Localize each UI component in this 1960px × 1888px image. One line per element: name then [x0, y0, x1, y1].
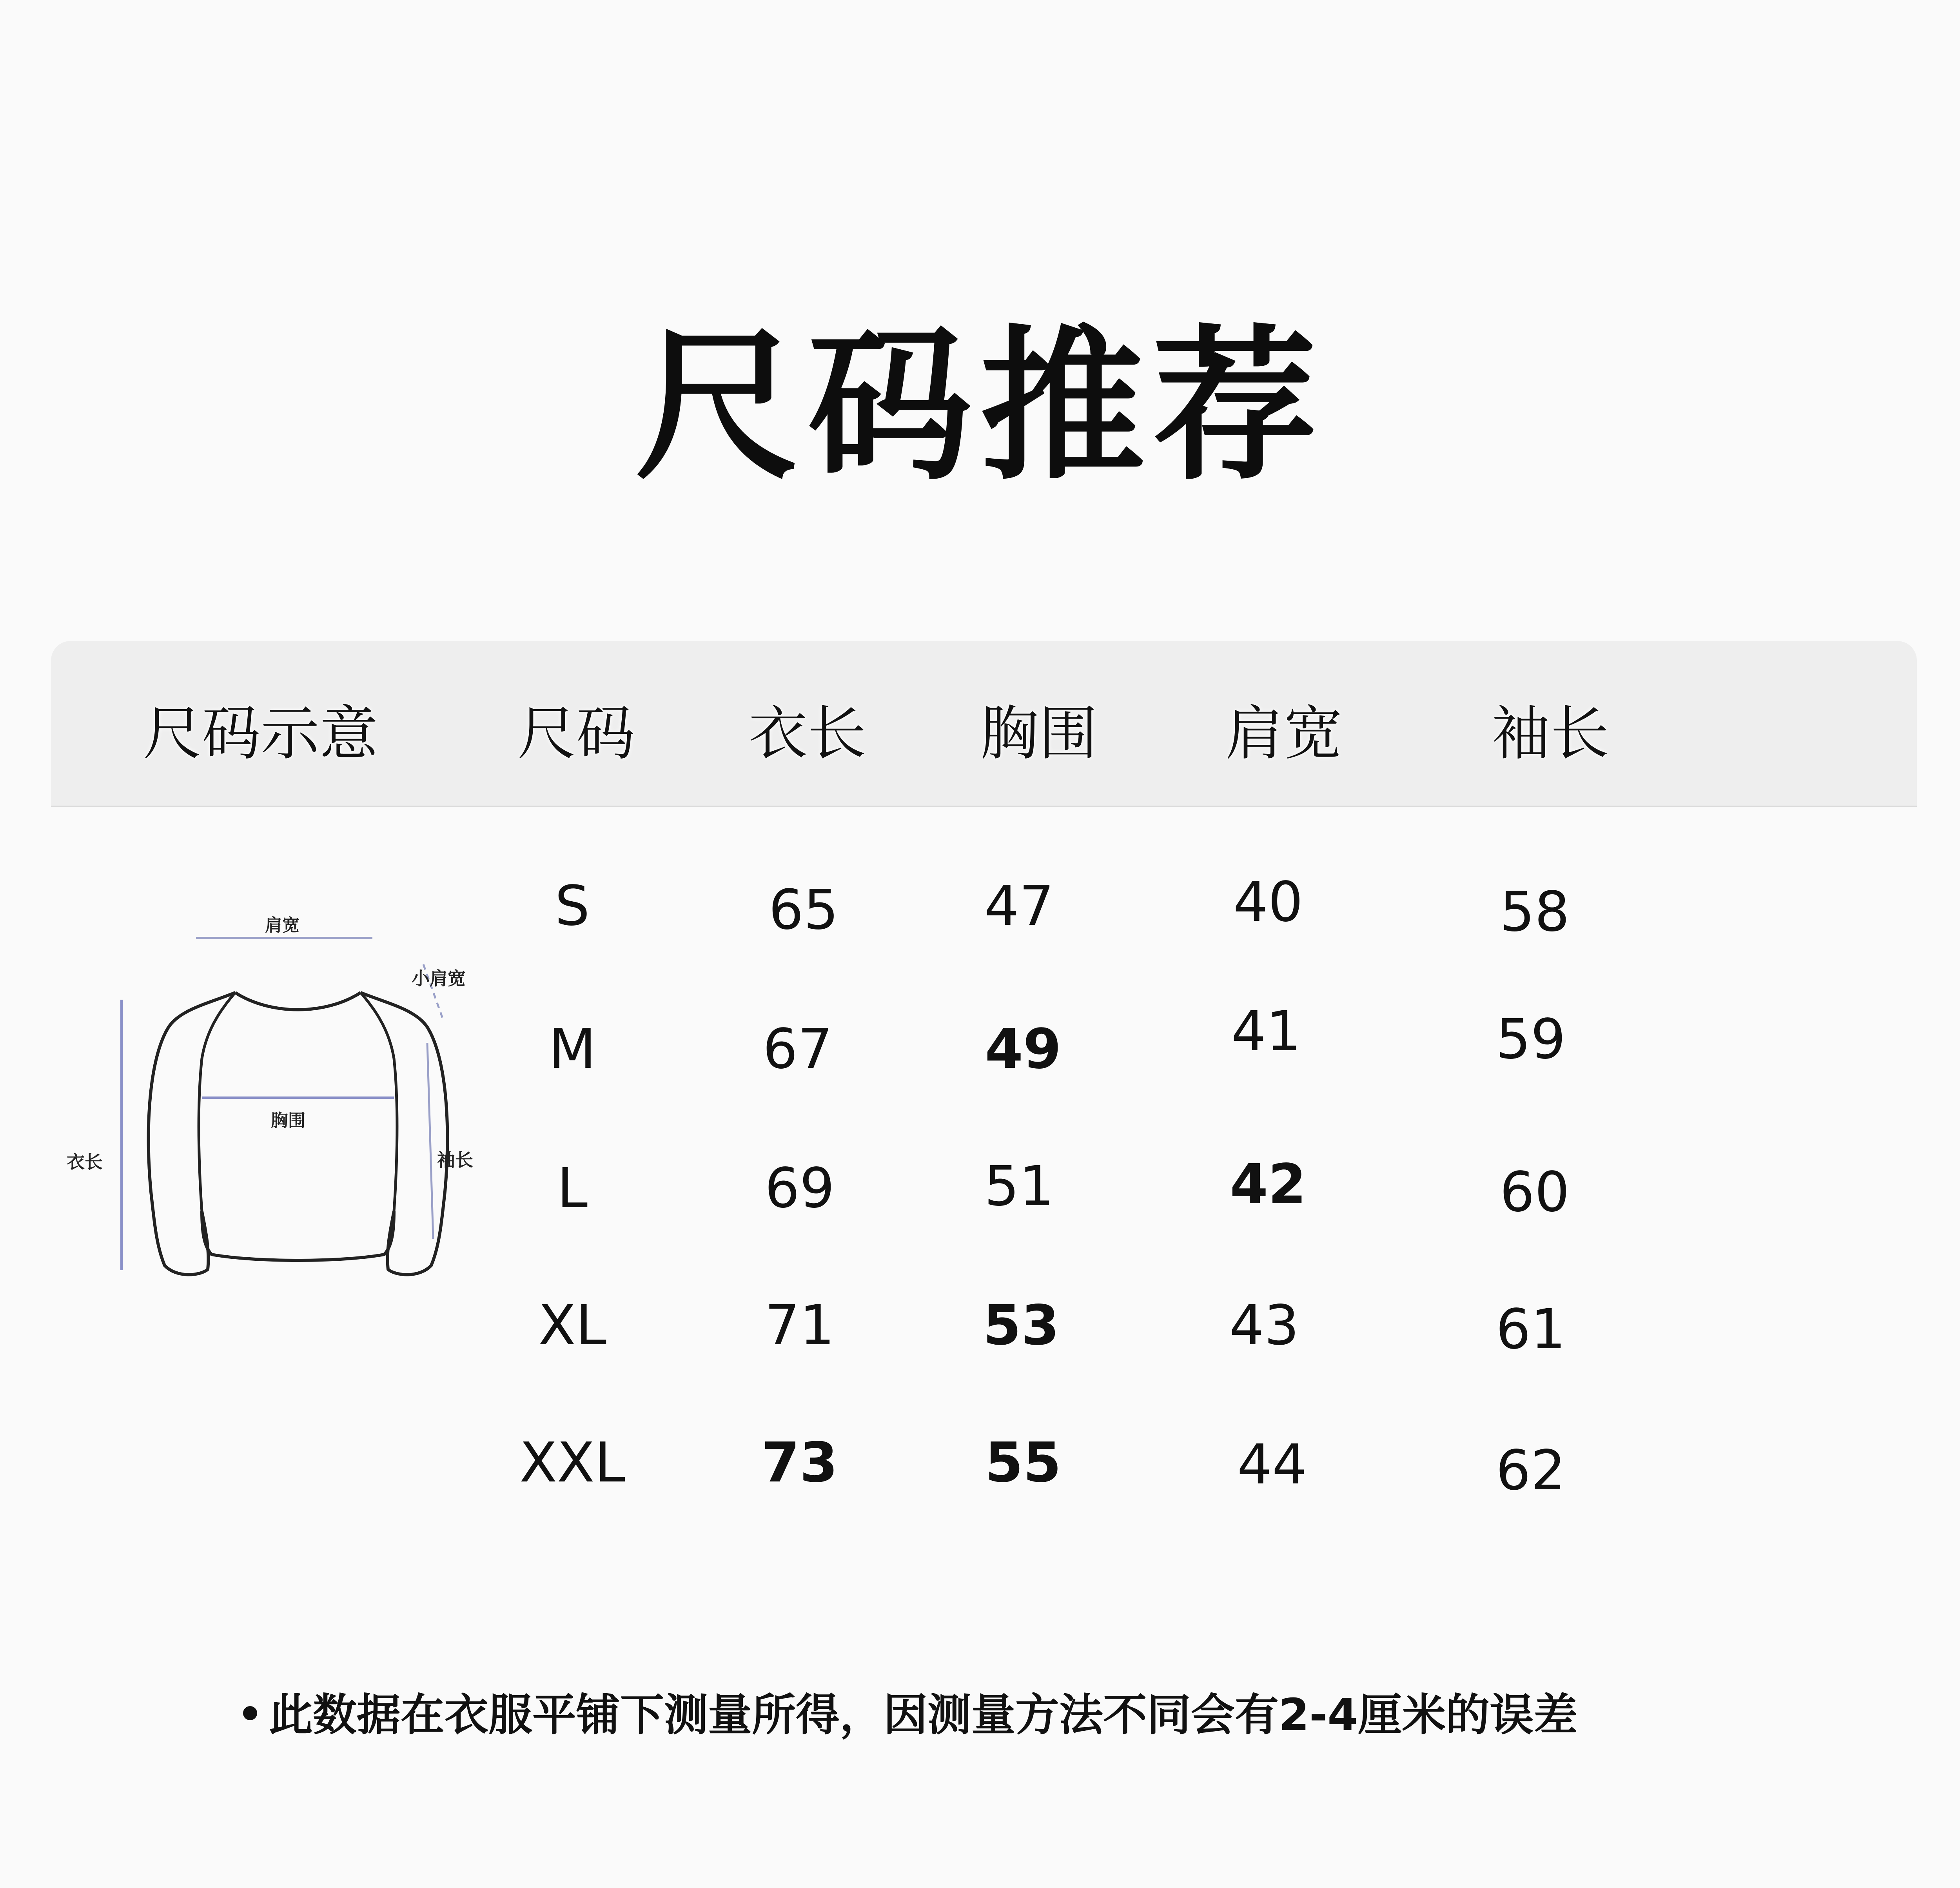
row-l-shoulder: 42	[1230, 1153, 1307, 1216]
row-l-size: L	[557, 1156, 588, 1220]
bullet-icon	[243, 1706, 257, 1720]
row-s-shoulder: 40	[1233, 870, 1303, 934]
diagram-label-sleeve: 袖长	[437, 1149, 473, 1171]
row-xxl-sleeve: 62	[1495, 1439, 1566, 1503]
header-chest: 胸围	[980, 700, 1098, 768]
row-m-sleeve: 59	[1495, 1008, 1566, 1071]
row-s-sleeve: 58	[1499, 880, 1570, 944]
row-m-size: M	[548, 1017, 596, 1081]
row-xl-shoulder: 43	[1229, 1294, 1299, 1358]
row-xl-chest: 53	[983, 1294, 1060, 1358]
row-l-sleeve: 60	[1499, 1160, 1570, 1224]
diagram-label-chest: 胸围	[271, 1111, 305, 1131]
row-xxl-length: 73	[761, 1431, 838, 1495]
row-xxl-size: XXL	[519, 1431, 625, 1495]
header-size: 尺码	[517, 700, 635, 768]
row-xl-sleeve: 61	[1495, 1298, 1566, 1362]
footnote	[243, 1680, 1577, 1743]
row-xl-length: 71	[764, 1294, 835, 1358]
row-xxl-chest: 55	[985, 1431, 1062, 1495]
row-m-chest: 49	[985, 1017, 1062, 1081]
row-s-length: 65	[768, 878, 839, 942]
page-title: 尺码推荐	[635, 311, 1325, 503]
header-length: 衣长	[749, 700, 867, 768]
row-s-size: S	[555, 874, 590, 938]
footnote-text: 此数据在衣服平铺下测量所得，因测量方法不同会有2-4厘米的误差	[269, 1690, 1578, 1741]
row-l-length: 69	[764, 1156, 835, 1220]
row-l-chest: 51	[984, 1155, 1054, 1218]
row-xl-size: XL	[538, 1294, 606, 1358]
header-sleeve: 袖长	[1492, 700, 1610, 768]
diagram-label-length: 衣长	[67, 1151, 103, 1173]
diagram-label-shoulder: 肩宽	[265, 915, 299, 935]
row-xxl-shoulder: 44	[1237, 1433, 1307, 1497]
header-shoulder: 肩宽	[1225, 700, 1343, 768]
row-s-chest: 47	[984, 874, 1054, 938]
row-m-shoulder: 41	[1231, 1000, 1301, 1064]
diagram-label-small-shoulder: 小肩宽	[412, 968, 466, 989]
header-size-diagram: 尺码示意	[143, 700, 379, 768]
sweater-icon	[51, 886, 502, 1302]
row-m-length: 67	[762, 1017, 833, 1081]
